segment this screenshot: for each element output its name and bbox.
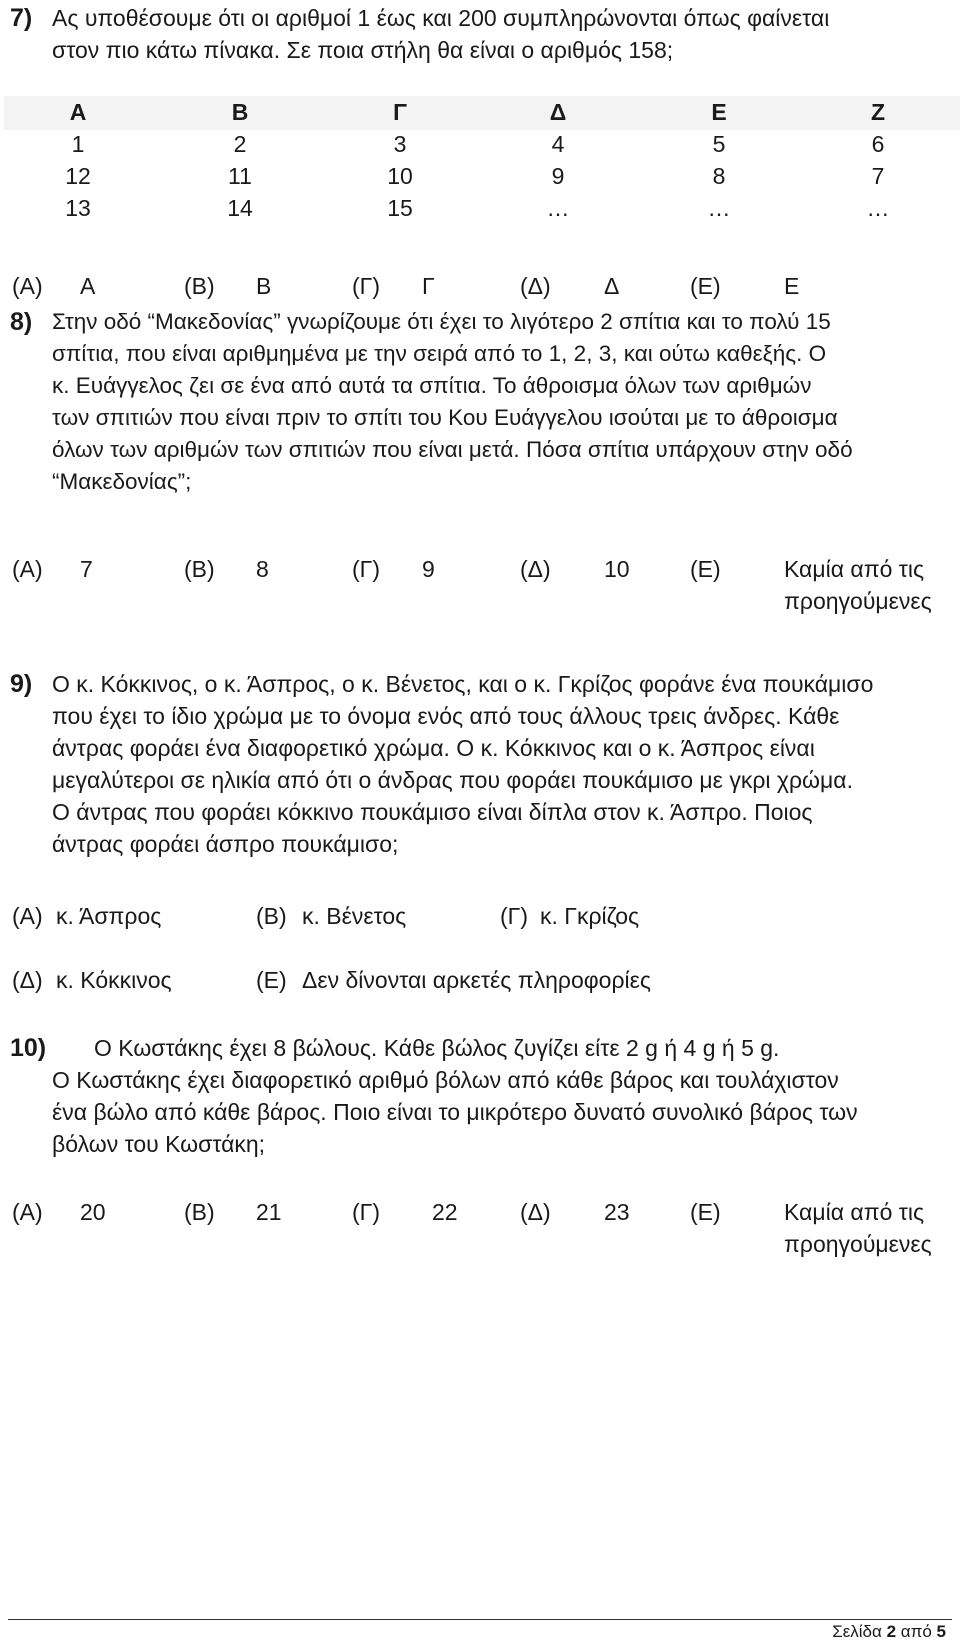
option-value: 21 xyxy=(256,1199,282,1225)
table-header-cell: Δ xyxy=(549,99,567,125)
table-cell: 10 xyxy=(387,163,413,189)
option-label: (Ε) xyxy=(256,967,287,993)
table-header-cell: Β xyxy=(231,99,249,125)
option-label: (Ε) xyxy=(690,1199,721,1225)
question-10-text-line-4: βόλων του Κωστάκη; xyxy=(52,1131,266,1157)
option-value: κ. Βένετος xyxy=(302,903,407,929)
option-value: 8 xyxy=(256,556,269,582)
table-cell: … xyxy=(546,195,570,221)
option-value: 7 xyxy=(80,556,93,582)
table-cell: 5 xyxy=(712,131,726,157)
table-cell: 15 xyxy=(387,195,413,221)
table-cell: 6 xyxy=(871,131,885,157)
question-9-text-line-6: άντρας φοράει άσπρο πουκάμισο; xyxy=(52,831,399,857)
question-7-text-line-1: Ας υποθέσουμε ότι οι αριθμοί 1 έως και 200 συμπληρώνονται όπως φαίνεται xyxy=(52,5,830,31)
table-header-cell: Α xyxy=(69,99,87,125)
option-label: (Α) xyxy=(12,1199,43,1225)
table-header-cell: Γ xyxy=(393,99,407,125)
option-value: Δ xyxy=(604,273,620,299)
option-value: Καμία από τις xyxy=(784,1199,925,1225)
option-value: Καμία από τις xyxy=(784,556,925,582)
table-cell: 8 xyxy=(712,163,726,189)
option-value: 9 xyxy=(422,556,435,582)
question-8-number: 8) xyxy=(10,308,33,336)
option-label: (Γ) xyxy=(352,556,380,582)
option-label: (Β) xyxy=(184,556,215,582)
question-9-text-line-5: Ο άντρας που φοράει κόκκινο πουκάμισο είναι δίπλα στον κ. Άσπρο. Ποιος xyxy=(52,799,813,825)
option-label: (Γ) xyxy=(352,273,380,299)
table-cell: 9 xyxy=(551,163,565,189)
question-9-text-line-4: μεγαλύτεροι σε ηλικία από ότι ο άνδρας που φοράει πουκάμισο με γκρι χρώμα. xyxy=(52,767,853,793)
option-value: Α xyxy=(80,273,96,299)
option-value: 22 xyxy=(432,1199,458,1225)
option-value-continued: προηγούμενες xyxy=(784,1231,932,1257)
option-label: (Ε) xyxy=(690,556,721,582)
question-7-text-line-2: στον πιο κάτω πίνακα. Σε ποια στήλη θα είναι ο αριθμός 158; xyxy=(52,37,674,63)
option-label: (Δ) xyxy=(520,273,551,299)
option-label: (Α) xyxy=(12,273,43,299)
table-cell: 1 xyxy=(71,131,85,157)
question-10-number: 10) xyxy=(10,1034,47,1062)
question-8-text-line-5: όλων των αριθμών των σπιτιών που είναι μετά. Πόσα σπίτια υπάρχουν στην οδό xyxy=(52,437,853,462)
question-8-text-line-2: σπίτια, που είναι αριθμημένα με την σειρά από το 1, 2, 3, και ούτω καθεξής. Ο xyxy=(52,341,827,366)
option-value: Γ xyxy=(422,273,435,299)
table-cell: … xyxy=(866,195,890,221)
option-label: (Ε) xyxy=(690,273,721,299)
table-cell: 2 xyxy=(233,131,247,157)
question-10-text-line-3: ένα βώλο από κάθε βάρος. Ποιο είναι το μικρότερο δυνατό συνολικό βάρος των xyxy=(52,1099,858,1125)
question-10-text-line-1: Ο Κωστάκης έχει 8 βώλους. Κάθε βώλος ζυγίζει είτε 2 g ή 4 g ή 5 g. xyxy=(94,1035,780,1061)
table-cell: 7 xyxy=(871,163,885,189)
table-header-cell: Ζ xyxy=(870,99,886,125)
page-current: 2 xyxy=(886,1622,897,1641)
table-cell: 4 xyxy=(551,131,565,157)
option-label: (Δ) xyxy=(520,556,551,582)
option-label: (Γ) xyxy=(352,1199,380,1225)
question-8-text-line-1: Στην οδό “Μακεδονίας” γνωρίζουμε ότι έχει το λιγότερο 2 σπίτια και το πολύ 15 xyxy=(52,309,831,334)
question-9-text-line-3: άντρας φοράει ένα διαφορετικό χρώμα. Ο κ. Κόκκινος και ο κ. Άσπρος είναι xyxy=(52,735,815,761)
option-value: κ. Κόκκινος xyxy=(56,967,172,993)
table-cell: 13 xyxy=(65,195,91,221)
page-number xyxy=(832,1622,946,1642)
question-9-text-line-2: που έχει το ίδιο χρώμα με το όνομα ενός από τους άλλους τρεις άνδρες. Κάθε xyxy=(52,703,840,729)
table-cell: 3 xyxy=(393,131,407,157)
table-header-band xyxy=(4,96,960,130)
table-header-cell: Ε xyxy=(711,99,727,125)
option-label: (Β) xyxy=(256,903,287,929)
table-cell: … xyxy=(707,195,731,221)
option-label: (Δ) xyxy=(520,1199,551,1225)
page-total: 5 xyxy=(936,1622,946,1641)
option-value: 23 xyxy=(604,1199,630,1225)
option-value-continued: προηγούμενες xyxy=(784,588,932,614)
question-8-text-line-4: των σπιτιών που είναι πριν το σπίτι του Κου Ευάγγελου ισούται με το άθροισμα xyxy=(52,405,838,430)
option-value: Δεν δίνονται αρκετές πληροφορίες xyxy=(302,967,651,993)
option-label: (Α) xyxy=(12,556,43,582)
question-9-text-line-1: Ο κ. Κόκκινος, ο κ. Άσπρος, ο κ. Βένετος, και ο κ. Γκρίζος φοράνε ένα πουκάμισο xyxy=(52,671,874,697)
footer-divider xyxy=(8,1619,952,1620)
question-8-text-line-6: “Μακεδονίας”; xyxy=(52,469,192,494)
question-7-number: 7) xyxy=(10,4,33,32)
question-8-text-line-3: κ. Ευάγγελος ζει σε ένα από αυτά τα σπίτια. Το άθροισμα όλων των αριθμών xyxy=(52,373,812,398)
option-value: Β xyxy=(256,273,272,299)
question-10-text-line-2: Ο Κωστάκης έχει διαφορετικό αριθμό βόλων από κάθε βάρος και τουλάχιστον xyxy=(52,1067,839,1093)
table-cell: 11 xyxy=(228,163,252,189)
option-label: (Γ) xyxy=(500,903,528,929)
option-label: (Α) xyxy=(12,903,43,929)
option-label: (Δ) xyxy=(12,967,43,993)
question-9-number: 9) xyxy=(10,670,33,698)
option-value: 20 xyxy=(80,1199,106,1225)
page-separator: από xyxy=(900,1622,932,1641)
option-label: (Β) xyxy=(184,273,215,299)
table-cell: 14 xyxy=(227,195,253,221)
option-value: κ. Γκρίζος xyxy=(540,903,640,929)
option-value: Ε xyxy=(784,273,800,299)
option-value: κ. Άσπρος xyxy=(56,903,162,929)
table-cell: 12 xyxy=(65,163,91,189)
page-prefix: Σελίδα xyxy=(832,1622,882,1641)
option-value: 10 xyxy=(604,556,630,582)
option-label: (Β) xyxy=(184,1199,215,1225)
